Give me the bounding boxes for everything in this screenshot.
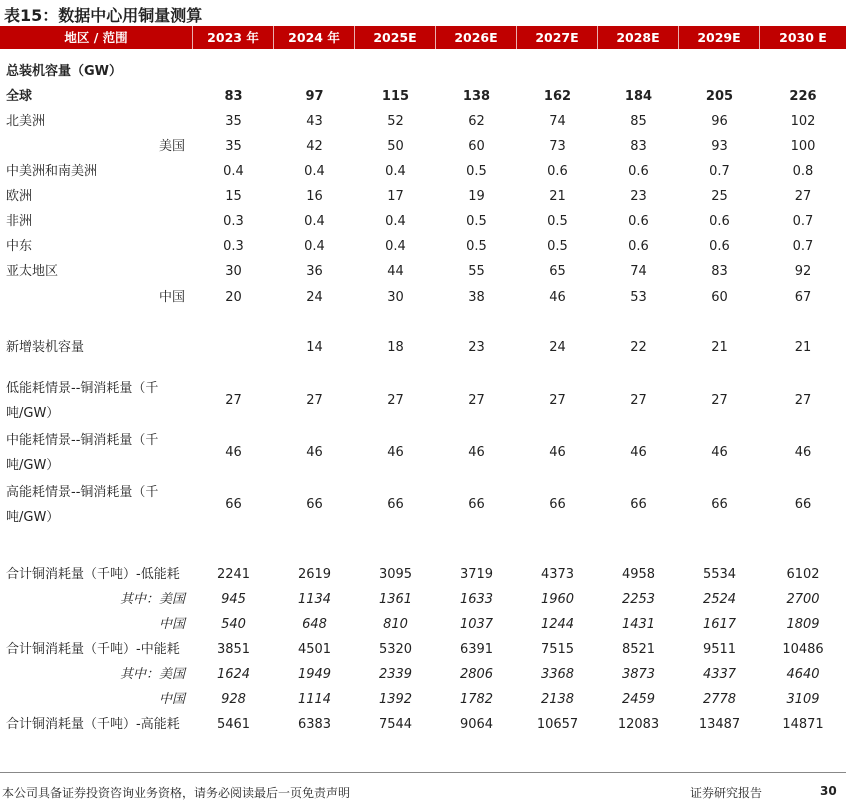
table-cell: 30 — [225, 264, 242, 279]
table-cell: 3873 — [621, 667, 656, 682]
table-cell: 46 — [387, 445, 404, 460]
table-cell: 0.7 — [792, 239, 814, 254]
table-cell: 46 — [225, 445, 242, 460]
table-cell: 0.6 — [547, 164, 568, 179]
table-cell: 0.5 — [466, 239, 487, 254]
row-label: 其中：美国 — [119, 667, 185, 682]
table-cell: 21 — [549, 189, 566, 204]
row-label: 美国 — [158, 139, 185, 154]
table-cell: 1134 — [297, 592, 332, 607]
table-cell: 46 — [306, 445, 323, 460]
table-cell: 43 — [306, 114, 323, 129]
table-cell: 13487 — [698, 717, 741, 732]
table-cell: 12083 — [617, 717, 660, 732]
table-cell: 0.5 — [547, 239, 568, 254]
table-cell: 945 — [221, 592, 246, 607]
table-cell: 20 — [225, 290, 242, 305]
table-title: 表15：数据中心用铜量测算 — [4, 6, 203, 25]
table-cell: 60 — [468, 139, 485, 154]
row-label: 合计铜消耗量（千吨）-中能耗 — [6, 642, 180, 657]
table-cell: 27 — [549, 393, 566, 408]
table-cell: 8521 — [621, 642, 656, 657]
table-cell: 205 — [705, 89, 734, 104]
table-cell: 46 — [549, 290, 566, 305]
page-number: 30 — [820, 784, 837, 798]
table-cell: 27 — [468, 393, 485, 408]
table-cell: 0.7 — [709, 164, 730, 179]
table-cell: 0.4 — [304, 239, 325, 254]
table-cell: 27 — [711, 393, 728, 408]
table-cell: 1809 — [786, 617, 820, 632]
table-cell: 16 — [306, 189, 323, 204]
table-row — [0, 137, 846, 157]
table-cell: 162 — [543, 89, 572, 104]
table-cell: 24 — [306, 290, 323, 305]
table-cell: 4373 — [540, 567, 575, 582]
table-row — [0, 565, 846, 585]
header-cell-year: 2025E — [355, 26, 436, 49]
row-label: 合计铜消耗量（千吨）-高能耗 — [6, 717, 180, 732]
footer-report-type: 证券研究报告 — [690, 786, 763, 800]
table-cell: 100 — [790, 139, 816, 154]
header-cell-year: 2030 E — [779, 30, 827, 45]
table-cell: 540 — [221, 617, 246, 632]
table-cell: 74 — [630, 264, 647, 279]
table-cell: 65 — [549, 264, 566, 279]
table-cell: 928 — [221, 692, 246, 707]
table-cell: 0.4 — [304, 164, 325, 179]
table-cell: 46 — [711, 445, 728, 460]
table-cell: 66 — [387, 497, 404, 512]
table-cell: 1392 — [378, 692, 413, 707]
table-cell: 2339 — [378, 667, 413, 682]
table-cell: 27 — [225, 393, 242, 408]
row-label: 亚太地区 — [6, 264, 59, 279]
table-cell: 3109 — [786, 692, 820, 707]
table-cell: 66 — [630, 497, 647, 512]
row-label: 中能耗情景--铜消耗量（千吨/GW） — [6, 433, 159, 473]
row-label: 中东 — [6, 239, 33, 254]
table-row — [0, 112, 846, 132]
table-row — [0, 376, 846, 426]
table-cell: 27 — [630, 393, 647, 408]
table-cell: 9511 — [702, 642, 737, 657]
table-row — [0, 640, 846, 660]
table-cell: 27 — [387, 393, 404, 408]
row-label: 欧洲 — [6, 189, 33, 204]
row-label: 中国 — [158, 692, 185, 707]
table-cell: 2619 — [297, 567, 332, 582]
table-cell: 19 — [468, 189, 485, 204]
table-cell: 1037 — [459, 617, 494, 632]
table-cell: 21 — [794, 340, 812, 355]
row-label: 中国 — [158, 617, 185, 632]
table-cell: 5461 — [216, 717, 251, 732]
table-cell: 3719 — [459, 567, 494, 582]
table-row — [0, 715, 846, 735]
table-cell: 0.4 — [385, 239, 406, 254]
table-row — [0, 237, 846, 257]
table-cell: 52 — [387, 114, 404, 129]
table-cell: 1361 — [378, 592, 413, 607]
table-cell: 92 — [794, 264, 812, 279]
table-cell: 21 — [711, 340, 728, 355]
table-row — [0, 615, 846, 635]
table-cell: 96 — [711, 114, 728, 129]
table-cell: 2806 — [459, 667, 494, 682]
table-cell: 18 — [387, 340, 404, 355]
table-cell: 7544 — [378, 717, 413, 732]
table-cell: 27 — [794, 189, 812, 204]
table-cell: 2524 — [702, 592, 737, 607]
table-cell: 67 — [794, 290, 812, 305]
header-cell-year: 2027E — [517, 26, 598, 49]
table-cell: 66 — [794, 497, 812, 512]
table-cell: 1624 — [216, 667, 251, 682]
table-cell: 6102 — [786, 567, 820, 582]
table-cell: 0.4 — [385, 214, 406, 229]
table-cell: 66 — [225, 497, 242, 512]
table-cell: 226 — [789, 89, 817, 104]
table-cell: 810 — [383, 617, 408, 632]
table-cell: 50 — [387, 139, 404, 154]
table-cell: 7515 — [540, 642, 575, 657]
row-label: 中美洲和南美洲 — [6, 164, 98, 179]
table-cell: 83 — [224, 89, 243, 104]
table-cell: 66 — [711, 497, 728, 512]
table-cell: 2700 — [786, 592, 820, 607]
header-cell-year: 2023 年 — [193, 26, 274, 49]
table-cell: 35 — [225, 139, 242, 154]
row-label: 中国 — [158, 290, 185, 305]
header-cell-year: 2026E — [436, 26, 517, 49]
table-cell: 1617 — [702, 617, 737, 632]
table-cell: 83 — [711, 264, 728, 279]
table-row — [0, 338, 846, 358]
table-cell: 14871 — [782, 717, 824, 732]
footer-disclaimer: 本公司具备证券投资咨询业务资格，请务必阅读最后一页免责声明 — [2, 786, 351, 800]
header-cell-year: 2029E — [679, 26, 760, 49]
table-cell: 102 — [790, 114, 816, 129]
header-cell-year: 2028E — [598, 26, 679, 49]
table-cell: 53 — [630, 290, 647, 305]
table-cell: 4640 — [786, 667, 820, 682]
table-cell: 1431 — [621, 617, 656, 632]
table-cell: 2253 — [621, 592, 656, 607]
table-row — [0, 428, 846, 478]
table-cell: 93 — [711, 139, 728, 154]
header-cell-year: 2024 年 — [274, 26, 355, 49]
table-cell: 14 — [306, 340, 323, 355]
table-cell: 73 — [549, 139, 566, 154]
table-cell: 1633 — [459, 592, 494, 607]
table-row — [0, 187, 846, 207]
footer-divider — [0, 772, 846, 773]
table-cell: 6391 — [459, 642, 494, 657]
table-cell: 2778 — [702, 692, 737, 707]
table-cell: 27 — [306, 393, 323, 408]
table-row — [0, 262, 846, 282]
table-cell: 23 — [468, 340, 485, 355]
table-cell: 5534 — [702, 567, 737, 582]
table-cell: 0.6 — [628, 164, 649, 179]
table-cell: 46 — [630, 445, 647, 460]
table-cell: 36 — [306, 264, 323, 279]
table-cell: 648 — [302, 617, 327, 632]
table-cell: 0.8 — [792, 164, 814, 179]
table-cell: 44 — [387, 264, 404, 279]
table-cell: 138 — [462, 89, 491, 104]
table-row — [0, 162, 846, 182]
table-cell: 3851 — [216, 642, 251, 657]
table-cell: 0.4 — [223, 164, 244, 179]
table-cell: 85 — [630, 114, 647, 129]
table-cell: 74 — [549, 114, 566, 129]
table-cell: 0.6 — [709, 214, 730, 229]
table-cell: 55 — [468, 264, 485, 279]
table-cell: 17 — [387, 189, 404, 204]
table-cell: 9064 — [459, 717, 494, 732]
table-cell: 2241 — [216, 567, 251, 582]
table-cell: 115 — [381, 89, 410, 104]
table-row — [0, 690, 846, 710]
table-row — [0, 212, 846, 232]
table-cell: 0.7 — [792, 214, 814, 229]
table-cell: 1244 — [540, 617, 575, 632]
table-cell: 1114 — [297, 692, 332, 707]
table-cell: 0.5 — [466, 164, 487, 179]
table-cell: 0.6 — [709, 239, 730, 254]
table-cell: 25 — [711, 189, 728, 204]
table-cell: 3368 — [540, 667, 575, 682]
table-cell: 1782 — [459, 692, 494, 707]
table-cell: 0.6 — [628, 239, 649, 254]
table-cell: 23 — [630, 189, 647, 204]
table-cell: 66 — [306, 497, 323, 512]
table-cell: 27 — [794, 393, 812, 408]
table-cell: 1949 — [297, 667, 332, 682]
table-row — [0, 288, 846, 308]
table-row — [0, 87, 846, 107]
row-label: 低能耗情景--铜消耗量（千吨/GW） — [6, 381, 159, 421]
table-cell: 22 — [630, 340, 647, 355]
table-row — [0, 665, 846, 685]
table-cell: 2138 — [540, 692, 575, 707]
table-cell: 6383 — [297, 717, 332, 732]
table-cell: 184 — [624, 89, 653, 104]
table-cell: 42 — [306, 139, 323, 154]
table-cell: 62 — [468, 114, 485, 129]
table-cell: 4501 — [297, 642, 332, 657]
table-cell: 10657 — [536, 717, 579, 732]
table-cell: 35 — [225, 114, 242, 129]
table-cell: 4337 — [702, 667, 737, 682]
row-label: 高能耗情景--铜消耗量（千吨/GW） — [6, 485, 159, 525]
table-cell: 0.3 — [223, 214, 244, 229]
table-cell: 3095 — [378, 567, 413, 582]
table-cell: 0.5 — [466, 214, 487, 229]
table-cell: 1960 — [540, 592, 575, 607]
table-cell: 30 — [387, 290, 404, 305]
table-cell: 97 — [305, 89, 324, 104]
table-cell: 0.3 — [223, 239, 244, 254]
table-cell: 0.5 — [547, 214, 568, 229]
table-cell: 10486 — [782, 642, 824, 657]
table-row — [0, 480, 846, 530]
table-cell: 83 — [630, 139, 647, 154]
row-label: 其中：美国 — [119, 592, 185, 607]
table-cell: 0.4 — [304, 214, 325, 229]
table-row — [0, 590, 846, 610]
row-label: 新增装机容量 — [6, 340, 85, 355]
table-cell: 0.6 — [628, 214, 649, 229]
table-cell: 5320 — [378, 642, 413, 657]
row-label: 非洲 — [6, 214, 33, 229]
row-label: 总装机容量（GW） — [6, 64, 123, 79]
table-cell: 46 — [468, 445, 485, 460]
table-cell: 0.4 — [385, 164, 406, 179]
header-cell-region: 地区 / 范围 — [0, 26, 193, 49]
row-label: 北美洲 — [6, 114, 46, 129]
table-cell: 4958 — [621, 567, 656, 582]
section-heading-row — [0, 62, 846, 82]
table-cell: 46 — [549, 445, 566, 460]
table-cell: 46 — [794, 445, 812, 460]
table-cell: 66 — [549, 497, 566, 512]
row-label: 合计铜消耗量（千吨）-低能耗 — [6, 567, 180, 582]
table-header — [0, 26, 846, 49]
table-cell: 38 — [468, 290, 485, 305]
table-cell: 24 — [549, 340, 566, 355]
table-cell: 66 — [468, 497, 485, 512]
row-label: 全球 — [6, 89, 33, 104]
table-cell: 15 — [225, 189, 242, 204]
table-cell: 60 — [711, 290, 728, 305]
table-cell: 2459 — [621, 692, 656, 707]
